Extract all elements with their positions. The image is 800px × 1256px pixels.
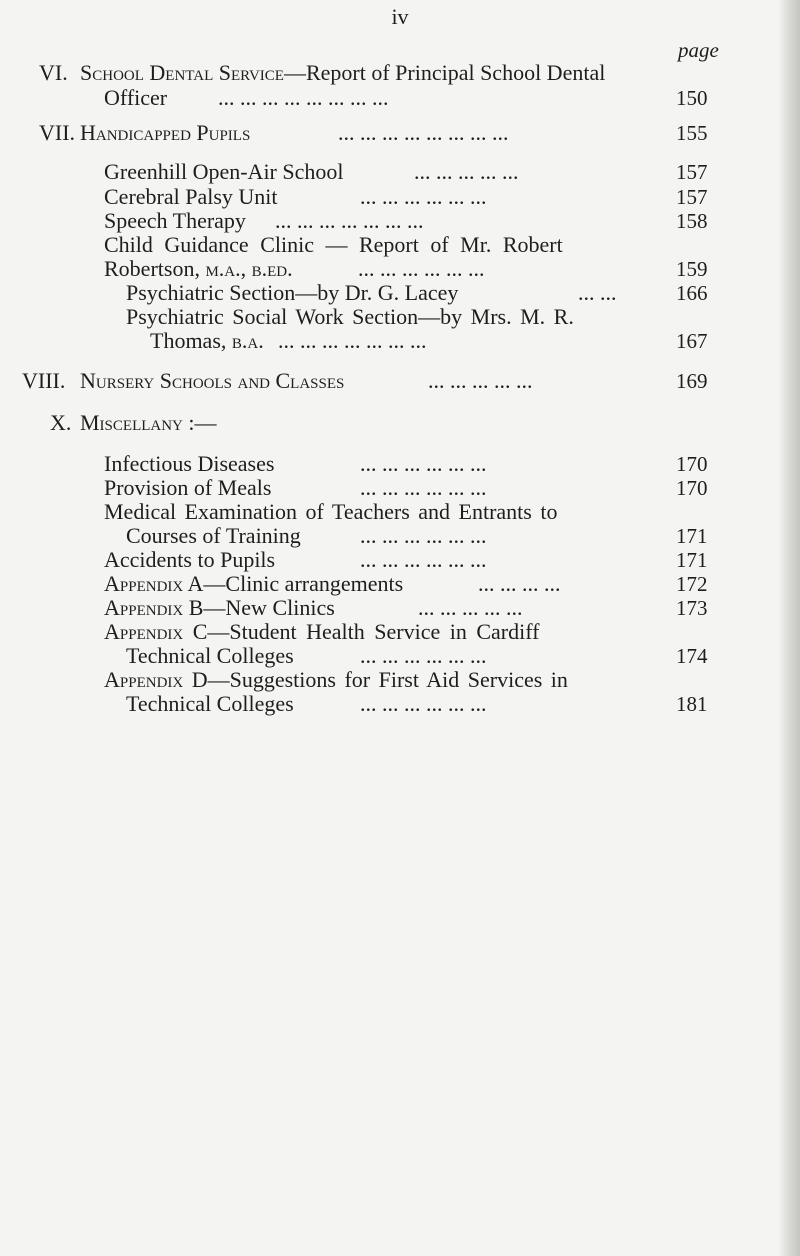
page-ref: 155: [676, 121, 708, 145]
page-ref: 181: [676, 692, 708, 716]
page-ref: 169: [676, 369, 708, 393]
dot-leader: ... ... ... ... ... ... ... ...: [338, 120, 509, 145]
section-subtitle: —Report of Principal School Dental: [283, 60, 606, 85]
entry-text: Provision of Meals: [104, 475, 272, 500]
entry-text: Infectious Diseases: [104, 451, 275, 476]
dot-leader: ... ... ... ... ...: [428, 368, 533, 393]
dot-leader: ... ... ... ...: [478, 571, 561, 596]
page-ref: 170: [676, 452, 708, 476]
section-title: Nursery Schools and Classes: [80, 368, 345, 393]
dot-leader: ... ... ... ... ...: [414, 159, 519, 184]
dot-leader: ... ... ... ... ... ...: [360, 184, 487, 209]
page-ref: 166: [676, 281, 708, 305]
entry-continuation: Thomas,: [150, 328, 227, 353]
entry-degree: m.a., b.ed.: [205, 256, 293, 281]
entry-text: Speech Therapy: [104, 208, 246, 233]
section-numeral: VII.: [39, 120, 76, 145]
section-title: Miscellany: [80, 410, 183, 435]
page-ref: 157: [676, 185, 708, 209]
dot-leader: ... ... ... ... ... ... ... ...: [218, 85, 389, 110]
entry-text: —Clinic arrangements: [203, 571, 404, 596]
page-number: iv: [391, 4, 409, 29]
entry-text: —New Clinics: [203, 595, 335, 620]
entry-text: —Student Health Service in Cardiff: [207, 619, 540, 644]
entry-continuation: Technical Colleges: [126, 691, 294, 716]
dot-leader: ... ... ... ... ... ...: [360, 643, 487, 668]
page-edge-shadow: [778, 0, 800, 1256]
entry-continuation: Courses of Training: [126, 523, 301, 548]
dot-leader: ... ...: [578, 280, 617, 305]
dot-leader: ... ... ... ... ... ...: [358, 256, 485, 281]
entry-text: Cerebral Palsy Unit: [104, 184, 278, 209]
page-ref: 174: [676, 644, 708, 668]
entry-text: Psychiatric Section—by Dr. G. Lacey: [126, 280, 459, 305]
dot-leader: ... ... ... ... ... ...: [360, 547, 487, 572]
dot-leader: ... ... ... ... ... ... ...: [275, 208, 424, 233]
section-numeral: VI.: [39, 60, 68, 85]
dot-leader: ... ... ... ... ...: [418, 595, 523, 620]
entry-text: Psychiatric Social Work Section—by Mrs. M. R.: [126, 304, 574, 329]
page-ref: 170: [676, 476, 708, 500]
page-ref: 157: [676, 160, 708, 184]
entry-text: Greenhill Open-Air School: [104, 159, 344, 184]
section-continuation: Officer: [104, 85, 168, 110]
entry-text: Accidents to Pupils: [104, 547, 276, 572]
appendix-label: Appendix A: [104, 571, 204, 596]
section-numeral: VIII.: [22, 368, 66, 393]
page-ref: 171: [676, 548, 708, 572]
appendix-label: Appendix B: [104, 595, 204, 620]
entry-text: Medical Examination of Teachers and Entrants to: [104, 499, 558, 524]
entry-text: Child Guidance Clinic — Report of Mr. Robert: [104, 232, 563, 257]
page-ref: 167: [676, 329, 708, 353]
page-ref: 150: [676, 86, 708, 110]
page-ref: 172: [676, 572, 708, 596]
dot-leader: ... ... ... ... ... ...: [360, 475, 487, 500]
page-ref: 171: [676, 524, 708, 548]
section-title: Handicapped Pupils: [80, 120, 251, 145]
dot-leader: ... ... ... ... ... ...: [360, 451, 487, 476]
section-suffix: :—: [188, 410, 217, 435]
section-numeral: X.: [50, 410, 72, 435]
page-ref: 159: [676, 257, 708, 281]
dot-leader: ... ... ... ... ... ... ...: [278, 328, 427, 353]
dot-leader: ... ... ... ... ... ...: [360, 691, 487, 716]
page-ref: 173: [676, 596, 708, 620]
page-ref: 158: [676, 209, 708, 233]
entry-text: —Suggestions for First Aid Services in: [207, 667, 568, 692]
entry-degree: b.a.: [231, 328, 264, 353]
page-column-label: page: [678, 38, 719, 62]
entry-continuation: Robertson,: [104, 256, 200, 281]
section-title: School Dental Service: [80, 60, 284, 85]
entry-continuation: Technical Colleges: [126, 643, 294, 668]
appendix-label: Appendix D: [104, 667, 208, 692]
appendix-label: Appendix C: [104, 619, 208, 644]
dot-leader: ... ... ... ... ... ...: [360, 523, 487, 548]
